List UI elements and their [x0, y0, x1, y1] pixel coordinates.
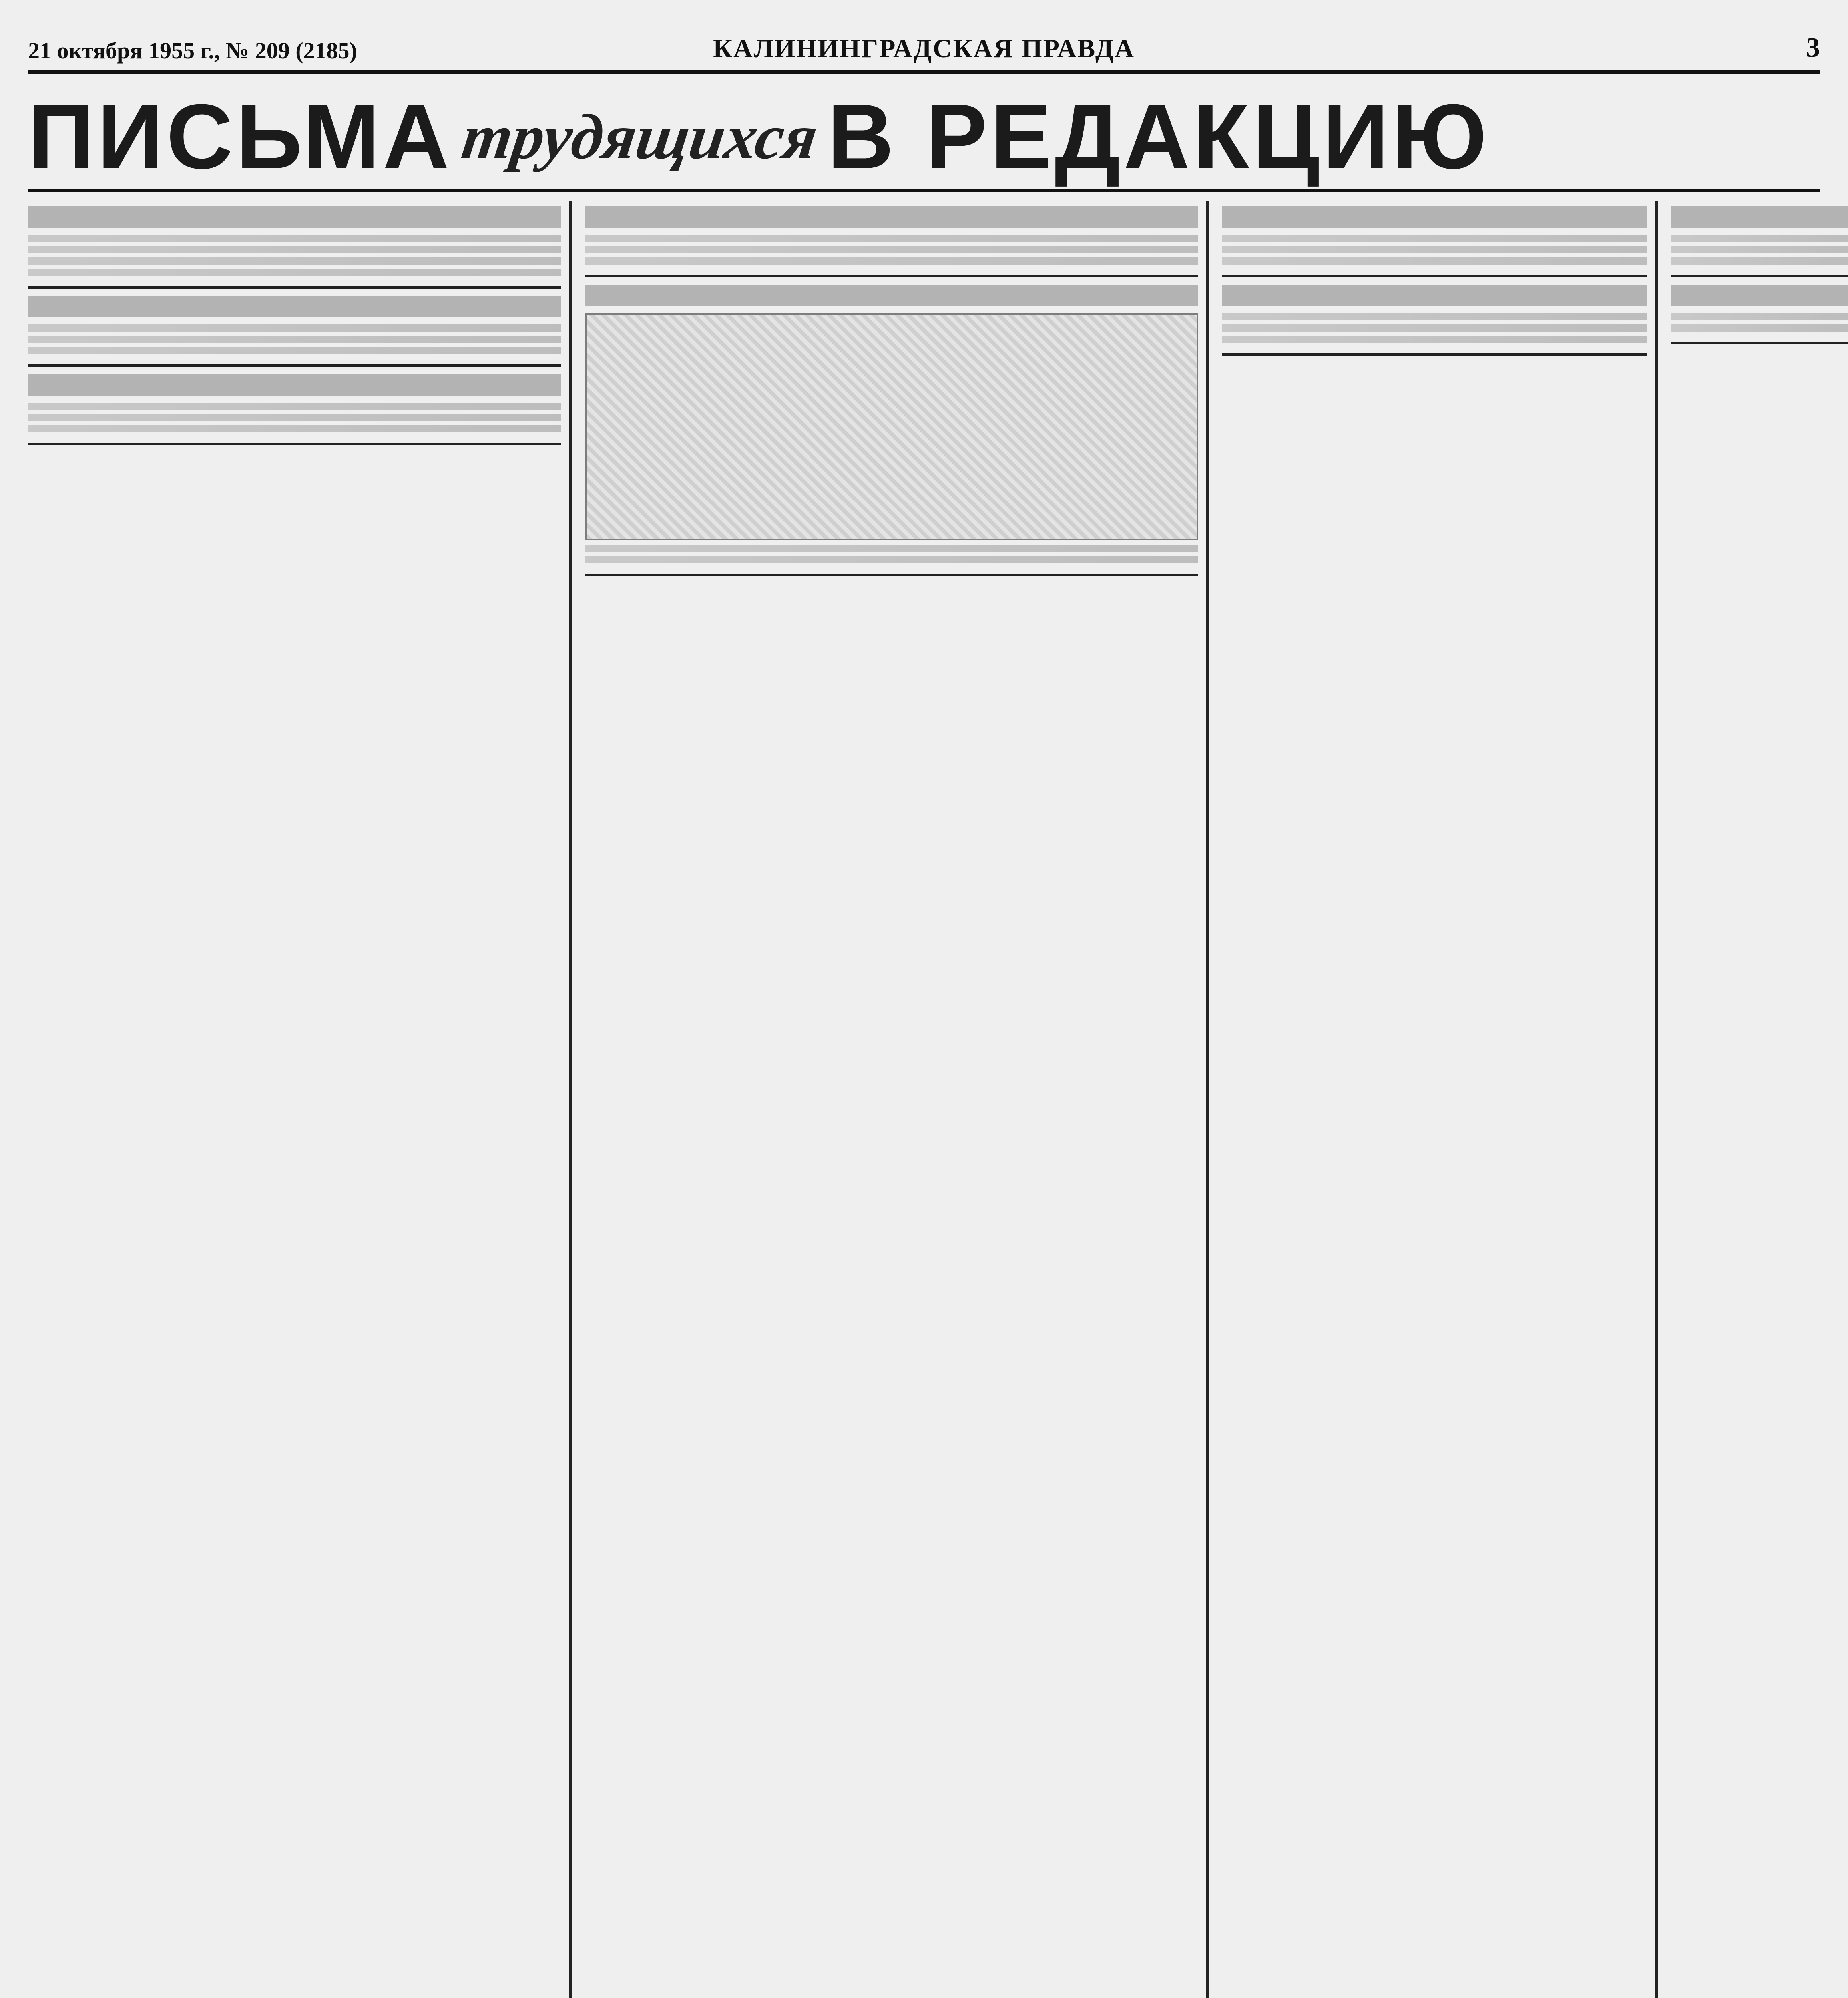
placeholder-title — [1671, 206, 1848, 228]
column-1-block-2 — [28, 296, 561, 367]
placeholder-line — [28, 347, 561, 354]
placeholder-line — [28, 336, 561, 343]
placeholder-line — [585, 545, 1198, 552]
placeholder-line — [1222, 257, 1647, 265]
column-1-block-3 — [28, 374, 561, 445]
placeholder-line — [1222, 235, 1647, 242]
placeholder-line — [28, 403, 561, 410]
section-banner — [28, 85, 1820, 192]
placeholder-title — [28, 296, 561, 317]
placeholder-line — [585, 556, 1198, 563]
placeholder-line — [1671, 257, 1848, 265]
banner-word-2: трудящихся — [458, 101, 822, 172]
illustration — [585, 313, 1198, 540]
placeholder-title — [1222, 206, 1647, 228]
placeholder-line — [1222, 324, 1647, 332]
placeholder-title — [1671, 285, 1848, 306]
placeholder-line — [1222, 336, 1647, 343]
column-4 — [1671, 201, 1848, 1998]
main-content-grid — [28, 201, 1820, 1998]
placeholder-line — [585, 235, 1198, 242]
column-3-block-1 — [1222, 206, 1647, 277]
column-2 — [585, 201, 1209, 1998]
placeholder-line — [1671, 235, 1848, 242]
placeholder-line — [28, 235, 561, 242]
column-4-block-2 — [1671, 285, 1848, 344]
column-2-block-2 — [585, 285, 1198, 576]
column-4-block-1 — [1671, 206, 1848, 277]
placeholder-line — [28, 414, 561, 421]
column-3 — [1222, 201, 1658, 1998]
placeholder-line — [585, 257, 1198, 265]
placeholder-line — [1222, 246, 1647, 253]
column-1-block-1 — [28, 206, 561, 289]
banner-word-1: ПИСЬМА — [28, 85, 452, 188]
placeholder-line — [28, 246, 561, 253]
issue-line: 21 октября 1955 г., № 209 (2185) — [28, 38, 357, 64]
placeholder-title — [585, 285, 1198, 306]
placeholder-line — [1671, 324, 1848, 332]
placeholder-title — [28, 206, 561, 228]
placeholder-line — [28, 269, 561, 276]
banner-word-3: В РЕДАКЦИЮ — [827, 85, 1490, 188]
placeholder-title — [585, 206, 1198, 228]
page-number: 3 — [1806, 32, 1820, 63]
column-3-block-2 — [1222, 285, 1647, 356]
placeholder-line — [28, 324, 561, 332]
column-2-block-1 — [585, 206, 1198, 277]
column-1 — [28, 201, 572, 1998]
placeholder-line — [28, 257, 561, 265]
placeholder-title — [28, 374, 561, 396]
placeholder-title — [1222, 285, 1647, 306]
newspaper-title: КАЛИНИНГРАДСКАЯ ПРАВДА — [713, 34, 1135, 63]
placeholder-line — [1222, 313, 1647, 320]
placeholder-line — [28, 425, 561, 432]
placeholder-line — [585, 246, 1198, 253]
page-header — [28, 32, 1820, 74]
placeholder-line — [1671, 246, 1848, 253]
placeholder-line — [1671, 313, 1848, 320]
